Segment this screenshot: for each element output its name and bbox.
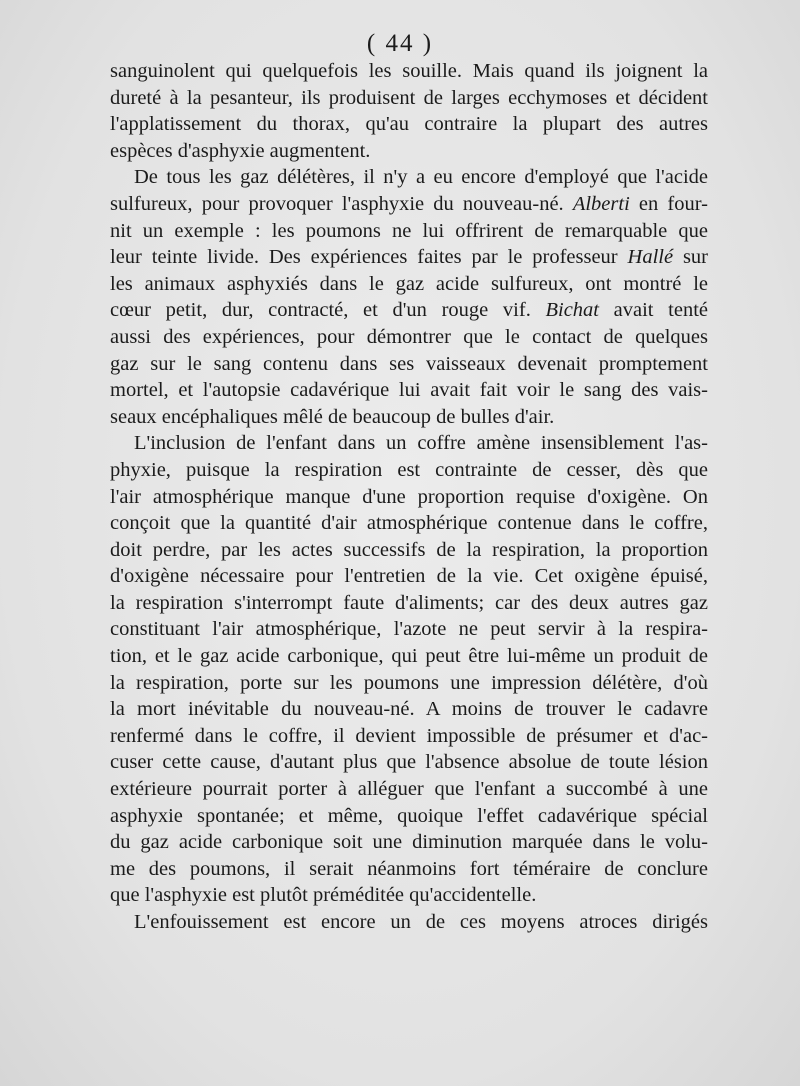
text-run: cuser cette cause, d'autant plus que l'absence absolue de toute lésion — [110, 751, 708, 774]
text-run: sur — [673, 246, 708, 269]
text-line — [110, 856, 708, 883]
text-line — [110, 484, 708, 511]
text-line — [110, 58, 708, 85]
text-line — [110, 430, 708, 457]
text-run: espèces d'asphyxie augmentent. — [110, 139, 371, 162]
text-run: seaux encéphaliques mêlé de beaucoup de bulles d'air. — [110, 405, 555, 428]
text-run: les animaux asphyxiés dans le gaz acide sulfureux, ont montré le — [110, 272, 708, 295]
text-run: mortel, et l'autopsie cadavérique lui avait fait voir le sang des vais- — [110, 379, 708, 402]
text-run: me des poumons, il serait néanmoins fort téméraire de conclure — [110, 857, 708, 880]
author-name: Hallé — [627, 246, 674, 269]
text-run: avait tenté — [599, 299, 708, 322]
text-run: L'enfouissement est encore un de ces moyens atroces dirigés — [134, 911, 708, 933]
text-line — [110, 85, 708, 112]
paragraph — [110, 909, 708, 936]
text-line — [110, 749, 708, 776]
text-run: du gaz acide carbonique soit une diminution marquée dans le volu- — [110, 831, 708, 854]
text-run: d'oxigène nécessaire pour l'entretien de la vie. Cet oxigène épuisé, — [110, 565, 708, 588]
text-run: l'air atmosphérique manque d'une proportion requise d'oxigène. On — [110, 485, 708, 508]
page-number: ( 44 ) — [366, 30, 434, 57]
text-line — [110, 324, 708, 351]
text-run: aussi des expériences, pour démontrer que le contact de quelques — [110, 325, 708, 348]
text-line — [110, 723, 708, 750]
text-run: asphyxie spontanée; et même, quoique l'effet cadavérique spécial — [110, 804, 708, 827]
text-run: tion, et le gaz acide carbonique, qui peut être lui-même un produit de — [110, 645, 708, 668]
paragraph — [110, 430, 708, 909]
paragraph — [110, 164, 708, 430]
text-line — [110, 297, 708, 324]
text-line — [110, 537, 708, 564]
text-run: doit perdre, par les actes successifs de la respiration, la proportion — [110, 538, 708, 561]
text-line — [110, 457, 708, 484]
text-run: que l'asphyxie est plutôt préméditée qu'accidentelle. — [110, 884, 537, 907]
text-run: la respiration s'interrompt faute d'aliments; car des deux autres gaz — [110, 591, 708, 614]
text-run: renfermé dans le coffre, il devient impossible de présumer et d'ac- — [110, 724, 708, 747]
text-line — [110, 563, 708, 590]
text-line — [110, 803, 708, 830]
text-line — [110, 191, 708, 218]
body-text — [110, 58, 708, 936]
text-line — [110, 670, 708, 697]
text-line — [110, 882, 708, 909]
text-line — [110, 271, 708, 298]
text-line — [110, 111, 708, 138]
text-line — [110, 510, 708, 537]
text-line — [110, 696, 708, 723]
text-run: en four- — [629, 192, 708, 215]
text-run: constituant l'air atmosphérique, l'azote ne peut servir à la respira- — [110, 618, 708, 641]
text-line — [110, 590, 708, 617]
author-name: Alberti — [572, 192, 630, 215]
text-run: gaz sur le sang contenu dans ses vaisseaux devenait promptement — [110, 352, 708, 375]
text-run: leur teinte livide. Des expériences faites par le professeur — [110, 246, 628, 269]
text-run: nit un exemple : les poumons ne lui offrirent de remarquable que — [110, 219, 708, 242]
paragraph — [110, 58, 708, 164]
text-line — [110, 616, 708, 643]
text-line — [110, 404, 708, 431]
text-line — [110, 909, 708, 936]
text-run: sulfureux, pour provoquer l'asphyxie du nouveau-né. — [110, 192, 573, 215]
text-line — [110, 643, 708, 670]
text-line — [110, 244, 708, 271]
text-run: sanguinolent qui quelquefois les souille. Mais quand ils joignent la — [110, 60, 708, 82]
text-run: L'inclusion de l'enfant dans un coffre amène insensiblement l'as- — [134, 432, 708, 455]
author-name: Bichat — [545, 299, 599, 322]
text-run: conçoit que la quantité d'air atmosphérique contenue dans le coffre, — [110, 512, 708, 535]
text-run: la mort inévitable du nouveau-né. A moins de trouver le cadavre — [110, 698, 708, 721]
text-run: De tous les gaz délétères, il n'y a eu encore d'employé que l'acide — [134, 166, 708, 189]
text-line — [110, 351, 708, 378]
text-line — [110, 377, 708, 404]
text-run: phyxie, puisque la respiration est contrainte de cesser, dès que — [110, 458, 708, 481]
text-line — [110, 829, 708, 856]
text-line — [110, 164, 708, 191]
text-run: cœur petit, dur, contracté, et d'un rouge vif. — [110, 299, 546, 322]
text-run: extérieure pourrait porter à alléguer que l'enfant a succombé à une — [110, 778, 708, 801]
text-line — [110, 776, 708, 803]
text-line — [110, 138, 708, 165]
text-run: la respiration, porte sur les poumons une impression délétère, d'où — [110, 671, 708, 694]
text-run: dureté à la pesanteur, ils produisent de larges ecchymoses et décident — [110, 86, 708, 109]
text-line — [110, 218, 708, 245]
text-run: l'applatissement du thorax, qu'au contraire la plupart des autres — [110, 113, 708, 136]
